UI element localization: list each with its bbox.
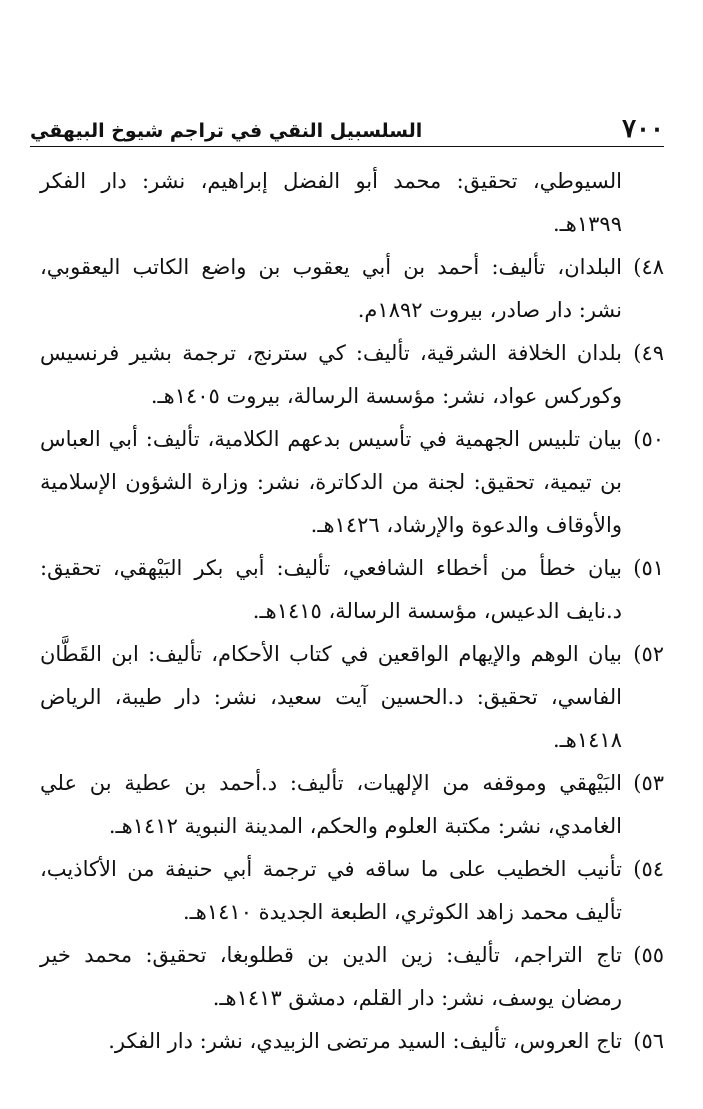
continued-entry [40, 160, 664, 246]
header-divider [30, 146, 664, 147]
bibliography-entry-56 [40, 1020, 664, 1063]
bibliography-list [40, 160, 664, 1063]
page-number: ٧٠٠ [622, 114, 664, 144]
entry-number: ٤٨) [633, 255, 664, 279]
entry-number: ٥٤) [633, 857, 664, 881]
entry-number: ٥٦) [633, 1029, 664, 1053]
running-title: السلسبيل النقي في تراجم شيوخ البيهقي [30, 120, 423, 142]
entry-number: ٥١) [633, 556, 664, 580]
bibliography-entry-55 [40, 934, 664, 1020]
entry-text: البلدان، تأليف: أحمد بن أبي يعقوب بن واضع الكاتب اليعقوبي، نشر: دار صادر، بيروت ١٨٩٢م. [40, 255, 622, 322]
entry-number: ٥٥) [633, 943, 664, 967]
entry-text: بيان خطأ من أخطاء الشافعي، تأليف: أبي بكر البَيْهقي، تحقيق: د.نايف الدعيس، مؤسسة الرسالة، ١٤١٥هـ. [40, 556, 622, 623]
entry-text: بيان تلبيس الجهمية في تأسيس بدعهم الكلامية، تأليف: أبي العباس بن تيمية، تحقيق: لجنة من الدكاترة، نشر: وزارة الشؤون الإسلامية والأوقاف والدعوة والإرشاد، ١٤٢٦هـ. [40, 427, 622, 537]
entry-number: ٥٢) [633, 642, 664, 666]
entry-number: ٥٠) [633, 427, 664, 451]
bibliography-entry-51 [40, 547, 664, 633]
entry-text: البَيْهقي وموقفه من الإلهيات، تأليف: د.أحمد بن عطية بن علي الغامدي، نشر: مكتبة العلوم والحكم، المدينة النبوية ١٤١٢هـ. [40, 771, 622, 838]
entry-number: ٥٣) [633, 771, 664, 795]
bibliography-entry-52 [40, 633, 664, 762]
entry-text: تأنيب الخطيب على ما ساقه في ترجمة أبي حنيفة من الأكاذيب، تأليف محمد زاهد الكوثري، الطبعة الجديدة ١٤١٠هـ. [40, 857, 622, 924]
bibliography-entry-49 [40, 332, 664, 418]
bibliography-entry-54 [40, 848, 664, 934]
entry-number: ٤٩) [633, 341, 664, 365]
entry-text: تاج العروس، تأليف: السيد مرتضى الزبيدي، نشر: دار الفكر. [108, 1029, 622, 1053]
continued-entry-text: السيوطي، تحقيق: محمد أبو الفضل إبراهيم، نشر: دار الفكر ١٣٩٩هـ. [40, 169, 622, 236]
entry-text: بيان الوهم والإيهام الواقعين في كتاب الأحكام، تأليف: ابن القَطَّان الفاسي، تحقيق: د.الحسين آيت سعيد، نشر: دار طيبة، الرياض ١٤١٨هـ. [40, 642, 622, 752]
bibliography-entry-50 [40, 418, 664, 547]
bibliography-entry-53 [40, 762, 664, 848]
entry-text: بلدان الخلافة الشرقية، تأليف: كي سترنج، ترجمة بشير فرنسيس وكوركس عواد، نشر: مؤسسة الرسالة، بيروت ١٤٠٥هـ. [40, 341, 622, 408]
entry-text: تاج التراجم، تأليف: زين الدين بن قطلوبغا، تحقيق: محمد خير رمضان يوسف، نشر: دار القلم، دمشق ١٤١٣هـ. [40, 943, 622, 1010]
page-header [30, 108, 664, 148]
bibliography-entry-48 [40, 246, 664, 332]
